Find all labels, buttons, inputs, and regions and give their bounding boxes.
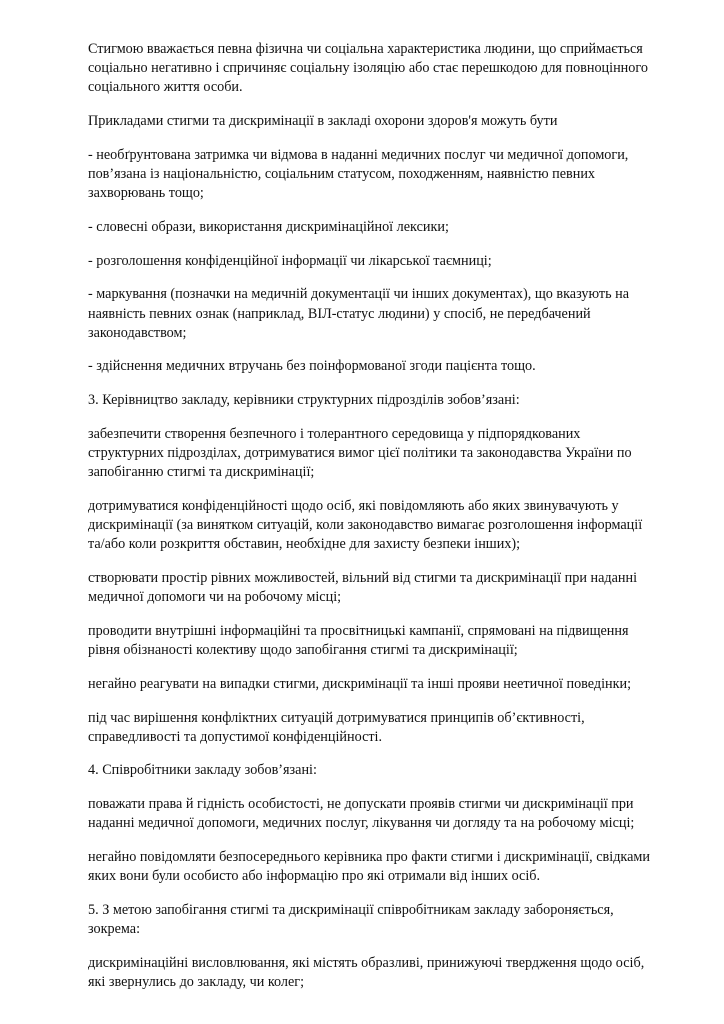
paragraph [88, 901, 678, 939]
text-line: - словесні образи, використання дискримінаційної лексики; [88, 218, 449, 235]
paragraph [88, 569, 678, 607]
text-line: - необґрунтована затримка чи відмова в наданні медичних послуг чи медичної допомоги, [88, 146, 629, 163]
text-line: рівня обізнаності колективу щодо запобігання стигмі та дискримінації; [88, 642, 518, 659]
paragraph [88, 391, 678, 410]
text-line: забезпечити створення безпечного і толерантного середовища у підпорядкованих [88, 425, 581, 442]
paragraph [88, 497, 678, 555]
paragraph [88, 675, 678, 694]
text-line: яких вони були особисто або інформацію про які отримали від інших осіб. [88, 868, 541, 885]
text-line: Стигмою вважається певна фізична чи соціальна характеристика людини, що сприймається [88, 41, 643, 57]
document-page [88, 40, 678, 1007]
paragraph [88, 954, 678, 992]
text-line: поважати права й гідність особистості, не допускати проявів стигми чи дискримінації при [88, 796, 634, 813]
text-line: пов’язана із національністю, соціальним статусом, походженням, наявністю певних [88, 166, 596, 183]
text-line: - розголошення конфіденційної інформації чи лікарської таємниці; [88, 252, 492, 269]
text-line: під час вирішення конфліктних ситуацій дотримуватися принципів об’єктивності, [88, 709, 585, 726]
paragraph [88, 285, 678, 343]
paragraph [88, 357, 678, 376]
paragraph [88, 112, 678, 131]
paragraph [88, 848, 678, 886]
text-line: 4. Співробітники закладу зобов’язані: [88, 762, 317, 779]
text-line: дискримінації (за винятком ситуацій, коли законодавство вимагає розголошення інформації [88, 517, 643, 534]
paragraph [88, 622, 678, 660]
text-line: дискримінаційні висловлювання, які містять образливі, принижуючі твердження щодо осіб, [88, 954, 645, 971]
text-line: структурних підрозділах, дотримуватися вимог цієї політики та законодавства України по [88, 445, 632, 462]
text-line: захворювань тощо; [88, 185, 204, 202]
text-line: наданні медичної допомоги, медичних послуг, лікування чи догляду та на робочому місці; [88, 815, 635, 832]
paragraph [88, 425, 678, 483]
text-line: наявність певних ознак (наприклад, ВІЛ-статус людини) у спосіб, не передбачений [88, 305, 591, 322]
text-line: зокрема: [88, 921, 141, 938]
text-line: медичної допомоги чи на робочому місці; [88, 589, 342, 606]
text-line: 5. З метою запобігання стигмі та дискримінації співробітникам закладу забороняється, [88, 902, 614, 918]
text-line: справедливості та допустимої конфіденційності. [88, 728, 383, 745]
paragraph [88, 761, 678, 780]
paragraph [88, 709, 678, 747]
text-line: запобіганню стигмі та дискримінації; [88, 464, 315, 481]
text-line: соціально негативно і спричиняє соціальну ізоляцію або стає перешкодою для повноцінного [88, 60, 648, 77]
paragraph [88, 795, 678, 833]
text-line: Прикладами стигми та дискримінації в закладі охорони здоров'я можуть бути [88, 113, 558, 130]
text-line: негайно реагувати на випадки стигми, дискримінації та інші прояви неетичної поведінки; [88, 675, 632, 692]
text-line: - маркування (позначки на медичній документації чи інших документах), що вказують на [88, 286, 630, 303]
text-line: та/або коли розкриття обставин, необхідне для захисту безпеки інших); [88, 536, 521, 553]
text-line: соціального життя особи. [88, 79, 243, 96]
paragraph [88, 218, 678, 237]
paragraph [88, 146, 678, 204]
text-line: які звернулись до закладу, чи колег; [88, 974, 305, 991]
paragraph [88, 252, 678, 271]
text-line: дотримуватися конфіденційності щодо осіб, які повідомляють або яких звинувачують у [88, 497, 619, 514]
paragraph [88, 40, 678, 98]
text-line: - здійснення медичних втручань без поінформованої згоди пацієнта тощо. [88, 358, 536, 375]
text-line: створювати простір рівних можливостей, вільний від стигми та дискримінації при наданні [88, 570, 638, 587]
text-line: 3. Керівництво закладу, керівники структурних підрозділів зобов’язані: [88, 392, 520, 409]
text-line: негайно повідомляти безпосереднього керівника про факти стигми і дискримінації, свідками [88, 849, 650, 866]
text-line: проводити внутрішні інформаційні та просвітницькі кампанії, спрямовані на підвищення [88, 622, 629, 639]
text-line: законодавством; [88, 324, 187, 341]
